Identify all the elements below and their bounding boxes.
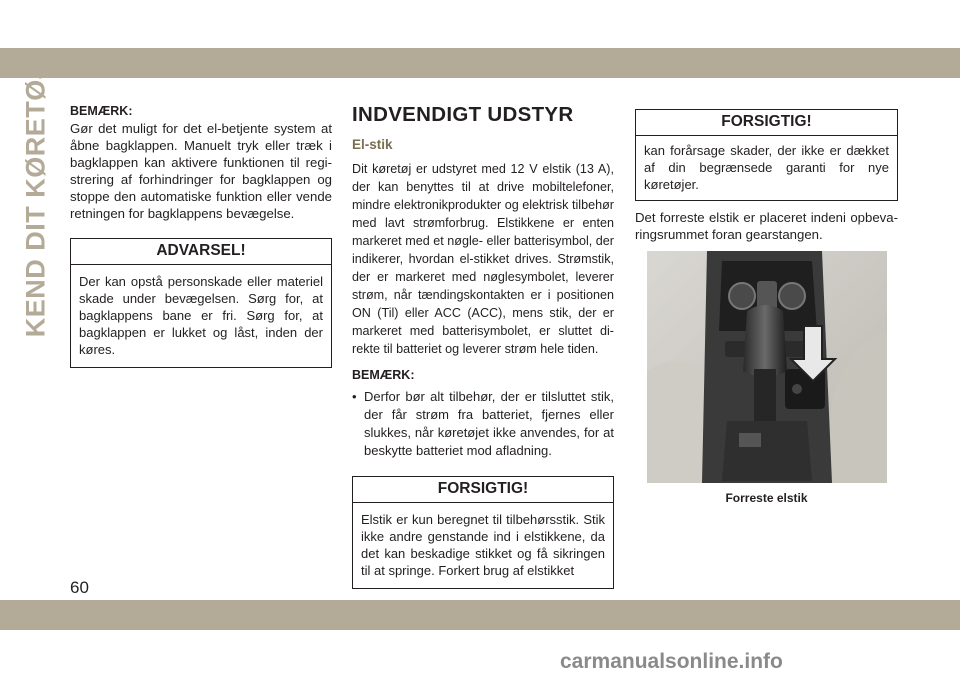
caution-title: FORSIGTIG! bbox=[353, 477, 613, 503]
location-text: Det forreste elstik er placeret indeni opbevaringsrummet foran gearstangen. bbox=[635, 210, 898, 242]
column-1 bbox=[70, 100, 332, 368]
page-number: 60 bbox=[70, 578, 89, 597]
note-label: BEMÆRK: bbox=[70, 104, 133, 118]
footer-band bbox=[0, 600, 960, 630]
bullet-dot: • bbox=[352, 389, 357, 404]
bullet-text: Derfor bør alt tilbehør, der er tilsluttet stik, der får strøm fra batteriet, fjernes eller slukkes, når køretøjet ikke anvendes, for at beskytte batteriet mod afladning. bbox=[364, 389, 614, 458]
caution-text-2: kan forårsage skader, der ikke er dækket af din begrænsede garanti for nye køretøjer. bbox=[644, 143, 889, 192]
power-outlet-photo bbox=[647, 251, 887, 483]
caution-box bbox=[352, 476, 614, 589]
section-title: INDVENDIGT UDSTYR bbox=[352, 103, 574, 126]
note-text: Gør det muligt for det el-betjente system at åbne bagklappen. Manuelt tryk eller træk i bagklappen kan aktivere funktionen til registrering af forhindringer for bagklappen og stoppe den automatiske funktion eller vende retningen for bagklappens bevægelse. bbox=[70, 121, 332, 221]
caution-title-2: FORSIGTIG! bbox=[636, 110, 897, 136]
body-text: Dit køretøj er udstyret med 12 V elstik (13 A), der kan benyttes til at drive mobiltelefoner, mindre elektronikprodukter og elektrisk tilbehør med lavt strømforbrug. Elstikkene er enten markeret med et nøgle- eller batterisymbol, der indikerer, hvordan el-stikket drives. Strømstik, der er markeret med nøglesymbolet, leverer strøm, når tændingskontakten er i positionen ON (Til) eller ACC (ACC), mens stik, der er markeret med batterisymbolet, er sluttet direkte til batteriet og leverer strøm hele tiden. bbox=[352, 162, 614, 356]
bullet-item bbox=[352, 388, 614, 460]
chapter-side-title bbox=[14, 63, 58, 337]
warning-title: ADVARSEL! bbox=[71, 239, 331, 265]
chapter-side-title-text: KEND DIT KØRETØJ bbox=[20, 63, 51, 337]
header-band bbox=[0, 48, 960, 78]
column-3 bbox=[635, 109, 898, 505]
caution-box-continued bbox=[635, 109, 898, 201]
warning-box bbox=[70, 238, 332, 368]
photo-caption: Forreste elstik bbox=[725, 491, 808, 505]
note-label-2: BEMÆRK: bbox=[352, 368, 415, 382]
caution-text: Elstik er kun beregnet til tilbehørsstik. Stik ikke andre genstande ind i elstikkene, da det kan beskadige stikket og få sikringen til at springe. Forkert brug af elstikket bbox=[361, 512, 605, 578]
column-2 bbox=[352, 100, 614, 589]
watermark: carmanualsonline.info bbox=[560, 650, 783, 673]
sub-title: El-stik bbox=[352, 137, 393, 152]
warning-text: Der kan opstå personskade eller materiel skade under bevægelsen. Sørg for, at bagklappens bane er fri. Sørg for, at bagklappen er lukket og låst, inden der køres. bbox=[79, 274, 323, 357]
